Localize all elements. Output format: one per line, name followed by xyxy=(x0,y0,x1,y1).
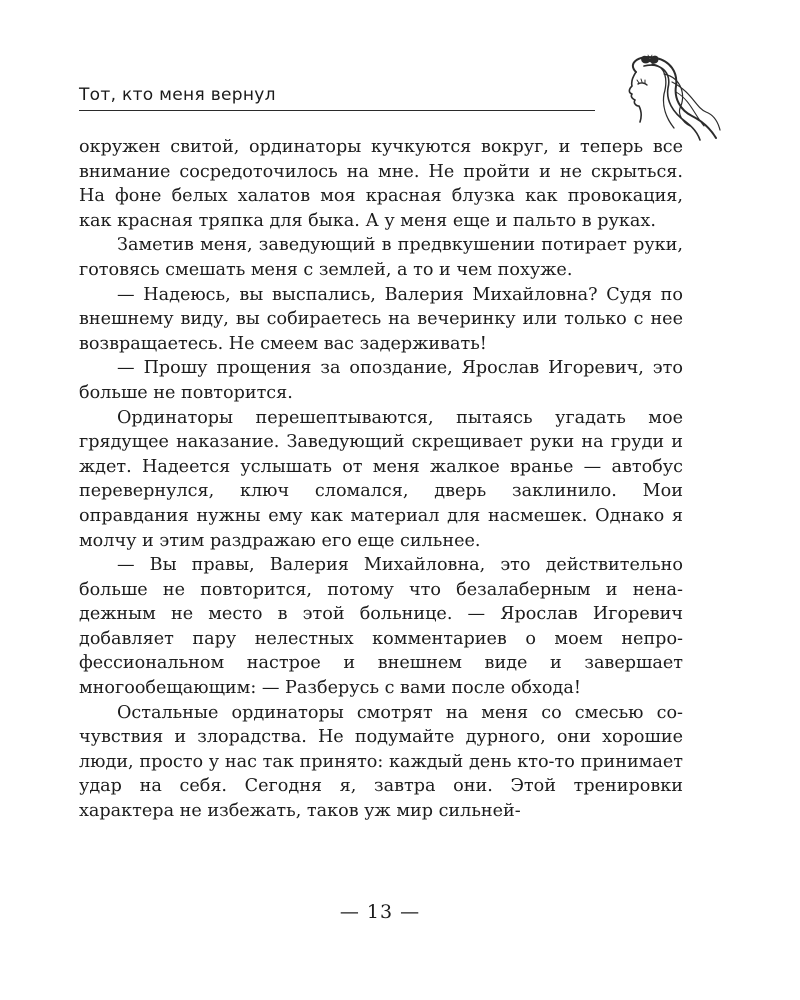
body-text xyxy=(79,135,683,824)
woman-profile-emblem-icon xyxy=(606,52,724,144)
paragraph: окружен свитой, ординаторы кучкуются вокруг, и теперь все внимание сосредоточилось на мне. Не пройти и не скрыться. На фоне белых халатов моя красная блузка как провокация, как красная тряпка для быка. А у меня еще и пальто в руках. xyxy=(79,137,683,231)
paragraph: Остальные ординаторы смотрят на меня со смесью сочувствия и злорадства. Не подумайте дурного, они хорошие люди, просто у нас так принято: каждый день кто-то принимает удар на себя. Сегодня я, завтра они. Этой тренировки характера не избежать, таков уж мир сильней- xyxy=(79,702,683,822)
paragraph: — Надеюсь, вы выспались, Валерия Михайловна? Судя по внешнему виду, вы собираетесь на вечеринку или только с нее возвращаетесь. Не смеем вас задерживать! xyxy=(79,284,683,354)
page-header xyxy=(79,78,595,111)
paragraph: — Вы правы, Валерия Михайловна, это действительно больше не повторится, потому что безалаберным и ненадежным не место в этой больнице. — Ярослав Игоревич добавляет пару нелестных комментариев о моем непрофессиональном настрое и внешнем виде и завершает многообещающим: — Разберусь с вами после обхода! xyxy=(79,555,683,699)
paragraph: Ординаторы перешептываются, пытаясь угадать мое грядущее наказание. Заведующий скрещивает руки на груди и ждет. Надеется услышать от меня жалкое вранье — автобус перевернулся, ключ сломался, дверь заклинило. Мои оправдания нужны ему как материал для насмешек. Однако я молчу и этим раздражаю его еще сильнее. xyxy=(79,407,683,551)
page-number: — 13 — xyxy=(339,901,421,923)
paragraph: Заметив меня, заведующий в предвкушении потирает руки, готовясь смешать меня с землей, а то и чем похуже. xyxy=(79,235,683,280)
running-title: Тот, кто меня вернул xyxy=(79,85,276,105)
paragraph: — Прошу прощения за опоздание, Ярослав Игоревич, это больше не повторится. xyxy=(79,358,683,403)
